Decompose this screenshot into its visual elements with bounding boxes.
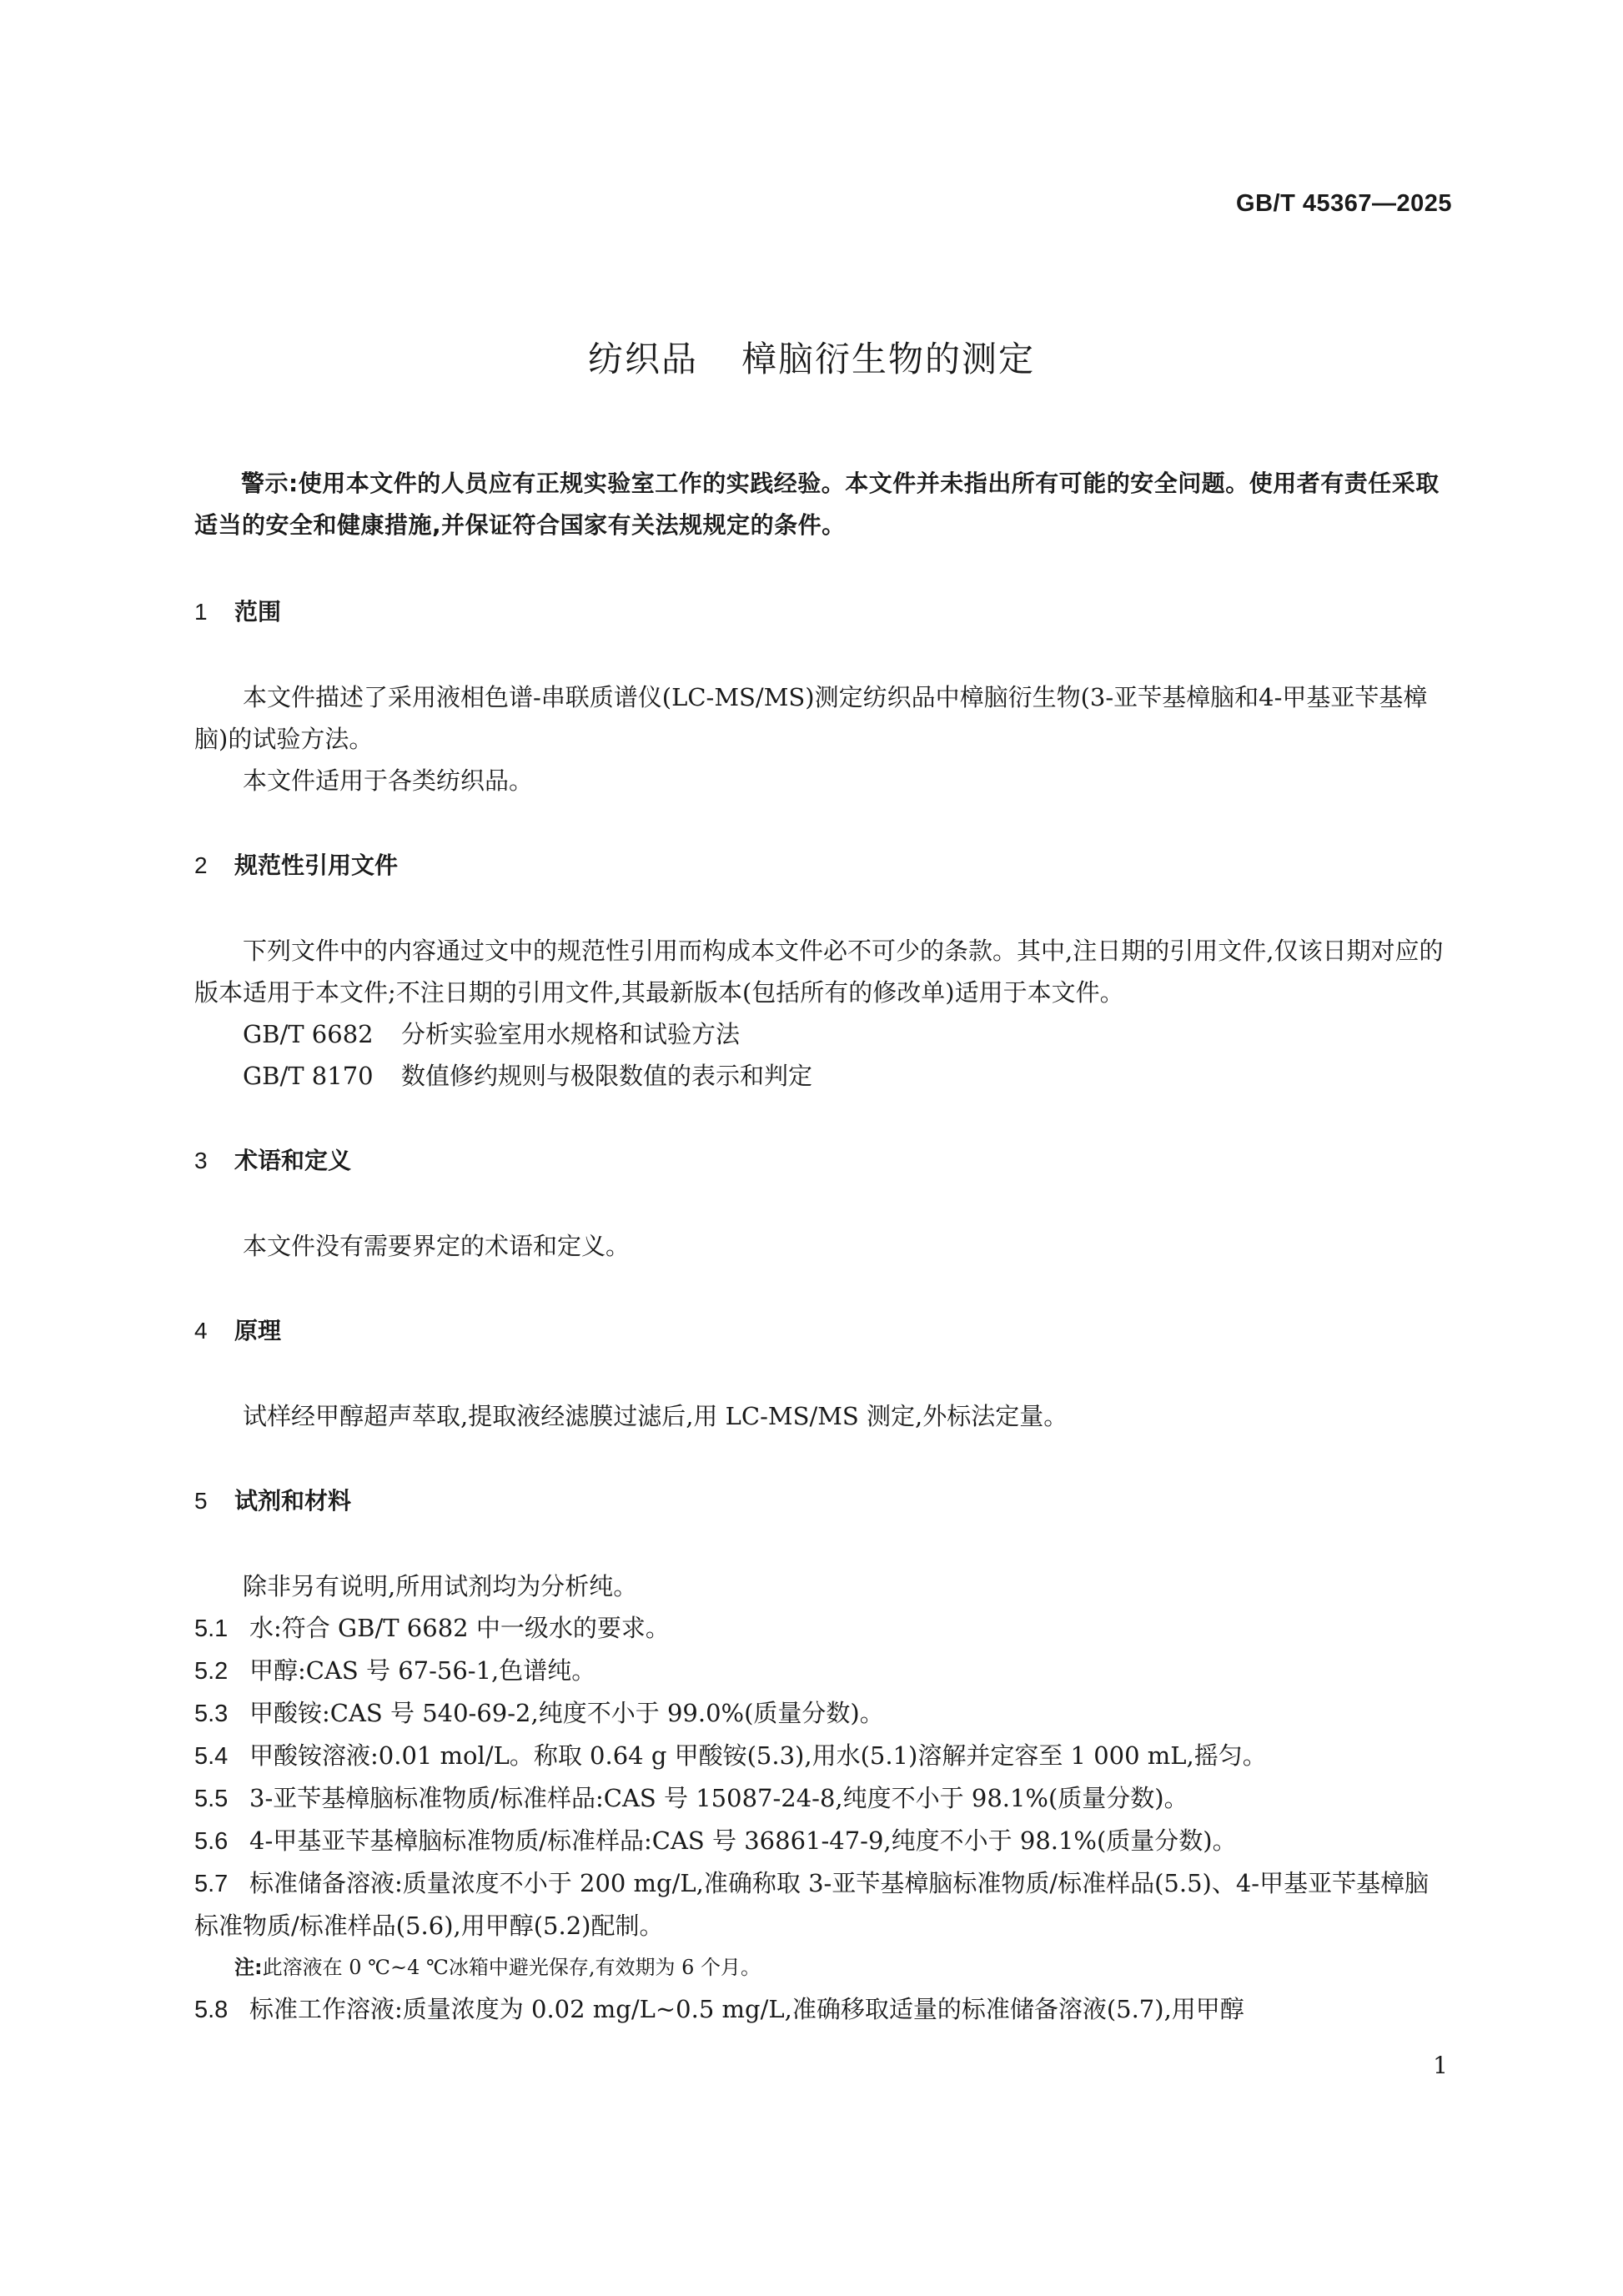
document-body: [194, 463, 1452, 2031]
paragraph: 本文件没有需要界定的术语和定义。: [243, 1232, 631, 1260]
section-heading: 2 规范性引用文件: [194, 852, 399, 879]
section-heading: 3 术语和定义: [194, 1147, 352, 1174]
section-terms: [194, 1140, 1452, 1310]
note: 注:此溶液在 0 ℃~4 ℃冰箱中避光保存,有效期为 6 个月。: [234, 1956, 761, 1979]
list-item: 5.7 标准储备溶液:质量浓度不小于 200 mg/L,准确称取 3-亚苄基樟脑标准物质/标准样品(5.5)、4-甲基亚苄基樟脑标准物质/标准样品(5.6),用甲醇(5.2)配制。: [194, 1869, 1430, 1940]
paragraph: 除非另有说明,所用试剂均为分析纯。: [243, 1572, 638, 1600]
list-item: 5.8 标准工作溶液:质量浓度为 0.02 mg/L~0.5 mg/L,准确移取适量的标准储备溶液(5.7),用甲醇: [194, 1995, 1244, 2023]
page-title: [0, 332, 1623, 382]
paragraph: 本文件适用于各类纺织品。: [243, 766, 534, 795]
section-scope: [194, 591, 1452, 845]
reference-item: GB/T 8170 数值修约规则与极限数值的表示和判定: [243, 1062, 813, 1090]
list-item: 5.3 甲酸铵:CAS 号 540-69-2,纯度不小于 99.0%(质量分数)。: [194, 1699, 884, 1727]
list-item: 5.1 水:符合 GB/T 6682 中一级水的要求。: [194, 1614, 670, 1642]
section-heading: 4 原理: [194, 1317, 282, 1344]
title-part2: 樟脑衍生物的测定: [741, 339, 1036, 379]
warning-text: 警示:使用本文件的人员应有正规实验室工作的实践经验。本文件并未指出所有可能的安全问题。使用者有责任采取适当的安全和健康措施,并保证符合国家有关法规规定的条件。: [194, 470, 1440, 539]
paragraph: 试样经甲醇超声萃取,提取液经滤膜过滤后,用 LC-MS/MS 测定,外标法定量。: [243, 1402, 1068, 1430]
list-item: 5.5 3-亚苄基樟脑标准物质/标准样品:CAS 号 15087-24-8,纯度不小于 98.1%(质量分数)。: [194, 1784, 1188, 1812]
section-normative-references: [194, 845, 1452, 1140]
reference-item: GB/T 6682 分析实验室用水规格和试验方法: [243, 1020, 741, 1048]
section-heading: 1 范围: [194, 598, 282, 625]
section-reagents: [194, 1480, 1452, 2031]
section-principle: [194, 1310, 1452, 1480]
list-item: 5.4 甲酸铵溶液:0.01 mol/L。称取 0.64 g 甲酸铵(5.3),用水(5.1)溶解并定容至 1 000 mL,摇匀。: [194, 1741, 1267, 1770]
section-heading: 5 试剂和材料: [194, 1487, 352, 1515]
paragraph: 本文件描述了采用液相色谱-串联质谱仪(LC-MS/MS)测定纺织品中樟脑衍生物(3-亚苄基樟脑和4-甲基亚苄基樟脑)的试验方法。: [194, 683, 1428, 753]
list-item: 5.6 4-甲基亚苄基樟脑标准物质/标准样品:CAS 号 36861-47-9,纯度不小于 98.1%(质量分数)。: [194, 1826, 1237, 1855]
document-code: GB/T 45367—2025: [1236, 190, 1452, 217]
list-item: 5.2 甲醇:CAS 号 67-56-1,色谱纯。: [194, 1656, 596, 1685]
page-number: 1: [1433, 2052, 1448, 2079]
paragraph: 下列文件中的内容通过文中的规范性引用而构成本文件必不可少的条款。其中,注日期的引用文件,仅该日期对应的版本适用于本文件;不注日期的引用文件,其最新版本(包括所有的修改单)适用于本文件。: [194, 937, 1444, 1007]
title-part1: 纺织品: [587, 339, 698, 379]
